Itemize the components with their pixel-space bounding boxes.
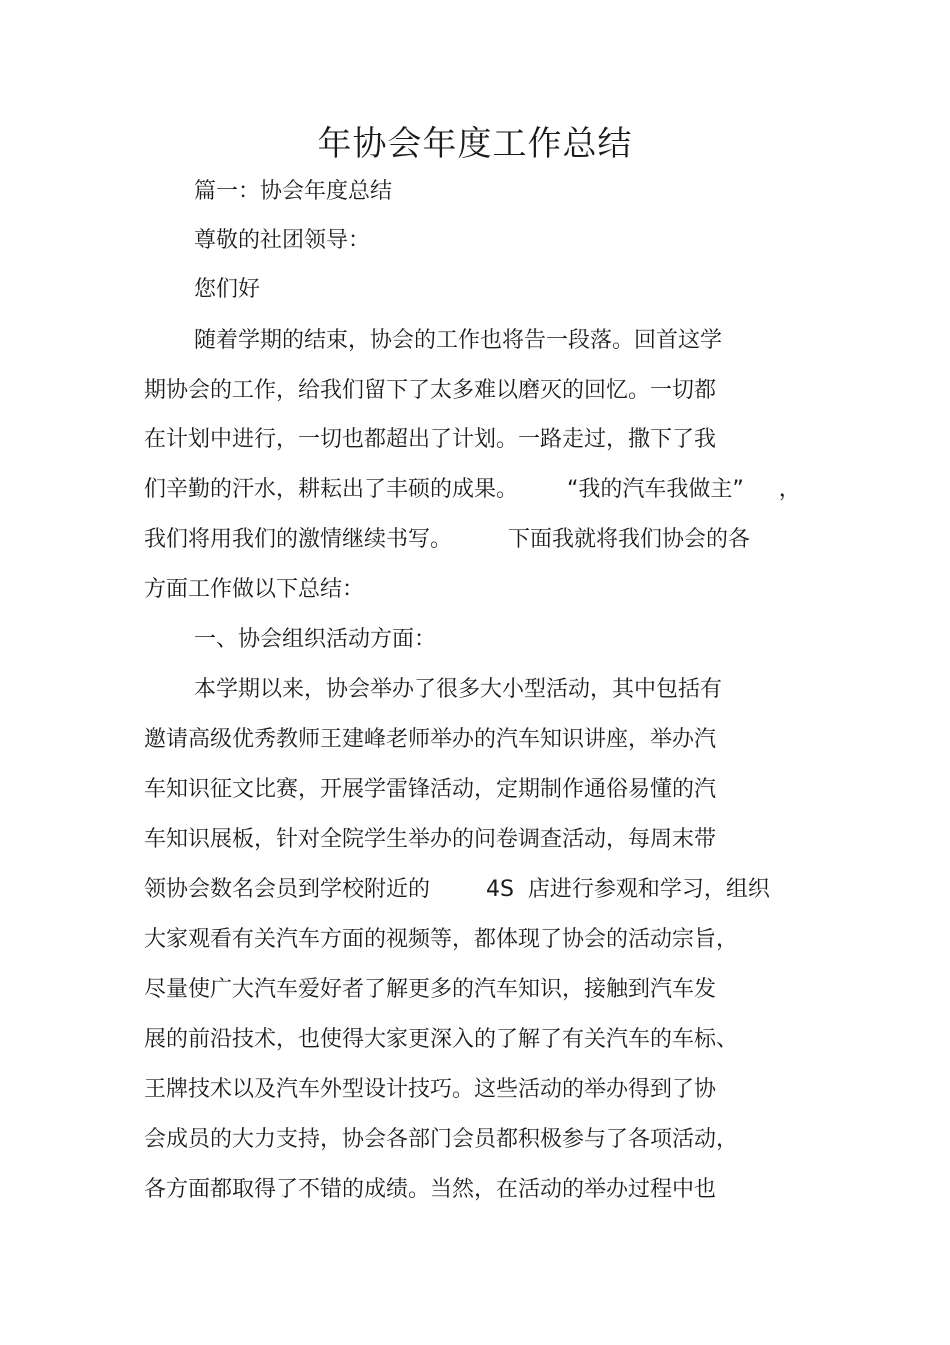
paragraph-line: 展的前沿技术，也使得大家更深入的了解了有关汽车的车标、 <box>144 1027 739 1052</box>
paragraph-line: 大家观看有关汽车方面的视频等，都体现了协会的活动宗旨， <box>144 927 739 952</box>
paragraph-line: 方面工作做以下总结： <box>144 577 365 602</box>
paragraph-line: 们辛勤的汗水，耕耘出了丰硕的成果。 “我的汽车我做主” ， <box>144 477 801 502</box>
paragraph-line: 会成员的大力支持，协会各部门会员都积极参与了各项活动， <box>144 1127 739 1152</box>
paragraph-line: 车知识展板，针对全院学生举办的问卷调查活动，每周末带 <box>144 827 717 852</box>
paragraph-line: 各方面都取得了不错的成绩。当然，在活动的举办过程中也 <box>144 1177 717 1202</box>
greeting: 您们好 <box>194 277 261 302</box>
section-heading: 篇一：协会年度总结 <box>194 179 393 204</box>
salutation: 尊敬的社团领导： <box>194 228 371 253</box>
paragraph-line: 领协会数名会员到学校附近的 4S 店进行参观和学习，组织 <box>144 877 770 902</box>
paragraph-line: 在计划中进行，一切也都超出了计划。一路走过，撒下了我 <box>144 427 717 452</box>
subsection-heading: 一、协会组织活动方面： <box>194 627 437 652</box>
paragraph-line: 期协会的工作，给我们留下了太多难以磨灭的回忆。一切都 <box>144 378 717 403</box>
paragraph-line: 尽量使广大汽车爱好者了解更多的汽车知识，接触到汽车发 <box>144 977 717 1002</box>
paragraph-line: 我们将用我们的激情继续书写。 下面我就将我们协会的各 <box>144 527 750 552</box>
paragraph-line: 车知识征文比赛，开展学雷锋活动，定期制作通俗易懂的汽 <box>144 777 717 802</box>
paragraph-line: 邀请高级优秀教师王建峰老师举办的汽车知识讲座，举办汽 <box>144 727 717 752</box>
paragraph-line: 王牌技术以及汽车外型设计技巧。这些活动的举办得到了协 <box>144 1077 717 1102</box>
document-title: 年协会年度工作总结 <box>317 124 633 164</box>
paragraph-line: 随着学期的结束，协会的工作也将告一段落。回首这学 <box>194 328 723 353</box>
paragraph-line: 本学期以来，协会举办了很多大小型活动，其中包括有 <box>194 677 723 702</box>
